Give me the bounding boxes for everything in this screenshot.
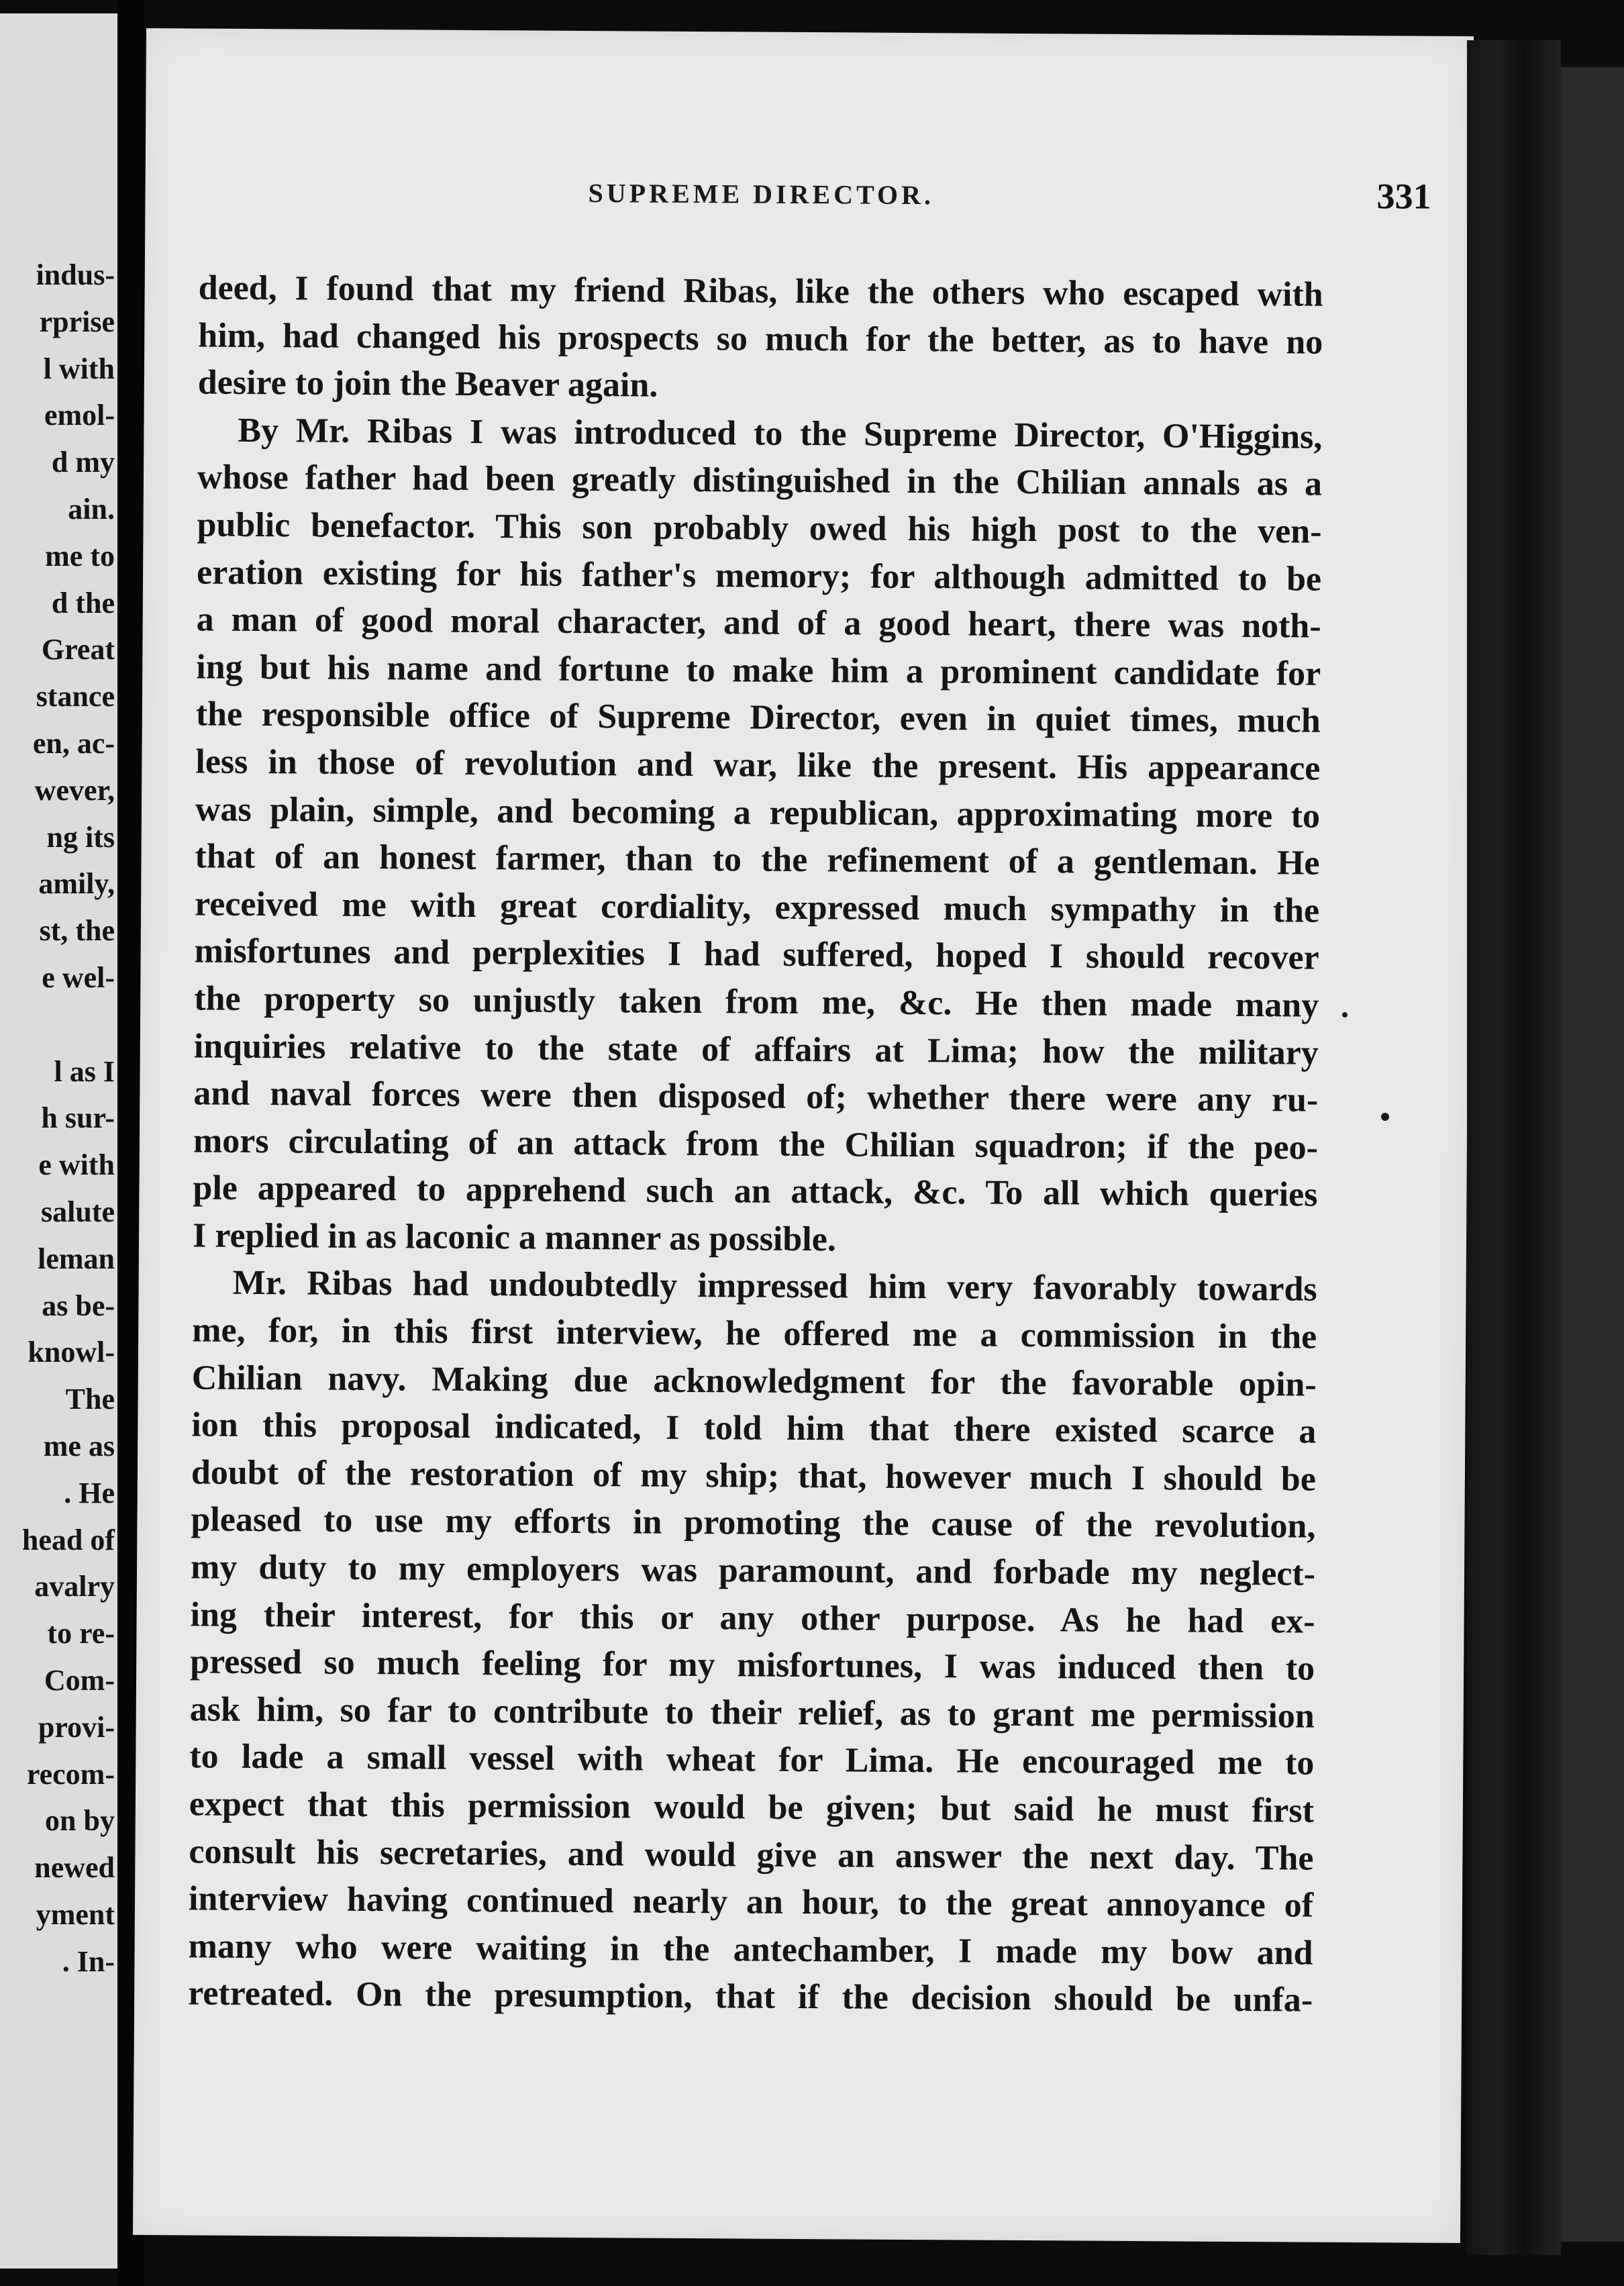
facing-page-line: . In- [62, 1944, 115, 1978]
text-line: to lade a small vessel with wheat for Lima. He encouraged me to [189, 1737, 1315, 1783]
facing-page-line: Com- [44, 1663, 115, 1697]
facing-page-line: emol- [44, 399, 115, 432]
book-page [133, 28, 1474, 2243]
facing-page-line: e wel- [42, 960, 115, 994]
text-line: Mr. Ribas had undoubtedly impressed him very favorably towards [232, 1264, 1317, 1309]
facing-page-line: e with [38, 1148, 115, 1182]
text-line: ask him, so far to contribute to their relief, as to grant me permission [189, 1690, 1315, 1736]
book-cover-edge [1561, 67, 1624, 2242]
text-line: pressed so much feeling for my misfortunes, I was induced then to [190, 1642, 1315, 1688]
facing-page-line: l as I [54, 1054, 115, 1088]
text-line: that of an honest farmer, than to the refinement of a gentleman. He [195, 837, 1320, 883]
running-head [145, 175, 1472, 236]
facing-page-line: indus- [36, 258, 115, 291]
facing-page-line: ng its [46, 820, 115, 854]
text-line: eration existing for his father's memory; for although admitted to be [196, 553, 1322, 599]
facing-page-line: ain. [68, 492, 115, 526]
text-line: a man of good moral character, and of a good heart, there was noth- [196, 600, 1321, 646]
facing-page-text [1, 252, 115, 1985]
facing-page-line: d the [51, 586, 115, 619]
facing-page-line: me as [43, 1429, 115, 1462]
scan-speck [1381, 1113, 1389, 1121]
text-line: interview having continued nearly an hour, to the great annoyance of [188, 1879, 1314, 1925]
text-line: many who were waiting in the antechamber, I made my bow and [188, 1927, 1313, 1973]
text-line: desire to join the Beaver again. [197, 363, 658, 405]
text-line: consult his secretaries, and would give an answer the next day. The [189, 1832, 1314, 1878]
facing-page-line: newed [34, 1851, 115, 1885]
text-line: retreated. On the presumption, that if the decision should be unfa- [188, 1974, 1313, 2020]
text-line: inquiries relative to the state of affairs at Lima; how the military [193, 1026, 1319, 1073]
page-edge-stack [1467, 40, 1561, 2255]
text-line: doubt of the restoration of my ship; that, however much I should be [191, 1453, 1317, 1499]
text-line: whose father had been greatly distinguished in the Chilian annals as a [197, 458, 1323, 504]
page-number: 331 [1376, 176, 1431, 217]
facing-page-line [1, 1001, 115, 1048]
facing-page-line: knowl- [28, 1336, 115, 1369]
facing-page-line: as be- [42, 1289, 115, 1322]
facing-page-line: on by [45, 1804, 115, 1838]
text-line: was plain, simple, and becoming a republican, approximating more to [195, 789, 1321, 836]
text-line: ion this proposal indicated, I told him that there existed scarce a [191, 1405, 1317, 1451]
facing-page-fragment [0, 13, 117, 2269]
facing-page-line: yment [36, 1897, 115, 1931]
facing-page-line: en, ac- [32, 726, 115, 760]
scan-speck [1342, 1012, 1348, 1017]
text-line: ple appeared to apprehend such an attack, &c. To all which queries [193, 1169, 1318, 1214]
facing-page-line: recom- [26, 1757, 115, 1791]
text-line: expect that this permission would be given; but said he must first [189, 1785, 1315, 1830]
facing-page-line: rprise [39, 305, 115, 338]
facing-page-line: stance [36, 680, 115, 713]
text-line: deed, I found that my friend Ribas, like the others who escaped with [198, 268, 1323, 314]
facing-page-line: Great [41, 633, 115, 666]
facing-page-line: wever, [34, 773, 115, 807]
facing-page-line: . He [64, 1476, 115, 1509]
text-line: By Mr. Ribas I was introduced to the Supreme Director, O'Higgins, [238, 411, 1323, 456]
text-line: my duty to my employers was paramount, and forbade my neglect- [190, 1548, 1316, 1593]
facing-page-line: l with [43, 352, 115, 385]
text-line: him, had changed his prospects so much for the better, as to have no [198, 316, 1323, 362]
text-line: mors circulating of an attack from the Chilian squadron; if the peo- [193, 1122, 1319, 1167]
text-line: ing their interest, for this or any other purpose. As he had ex- [190, 1595, 1315, 1641]
text-line: Chilian navy. Making due acknowledgment for the favorable opin- [191, 1358, 1317, 1404]
facing-page-line: to re- [47, 1617, 115, 1650]
text-line: I replied in as laconic a manner as possible. [192, 1216, 836, 1259]
body-text [188, 264, 1323, 2024]
facing-page-line: amily, [38, 867, 115, 901]
facing-page-line: The [65, 1383, 115, 1416]
facing-page-line: salute [41, 1195, 115, 1228]
text-line: the responsible office of Supreme Director, even in quiet times, much [195, 695, 1321, 741]
text-line: pleased to use my efforts in promoting the cause of the revolution, [191, 1500, 1316, 1546]
facing-page-line: head of [21, 1523, 115, 1556]
text-line: misfortunes and perplexities I had suffered, hoped I should recover [194, 932, 1319, 978]
facing-page-line: avalry [34, 1570, 115, 1603]
text-line: public benefactor. This son probably owed his high post to the ven- [197, 505, 1322, 551]
running-head-title: SUPREME DIRECTOR. [588, 178, 935, 211]
facing-page-line: h sur- [41, 1101, 115, 1135]
text-line: and naval forces were then disposed of; whether there were any ru- [193, 1074, 1319, 1120]
text-line: the property so unjustly taken from me, &c. He then made many [194, 979, 1319, 1025]
facing-page-line: st, the [39, 914, 115, 948]
facing-page-line: leman [38, 1242, 115, 1275]
facing-page-line: me to [45, 539, 115, 573]
text-line: less in those of revolution and war, like the present. His appearance [195, 742, 1321, 788]
text-line: me, for, in this first interview, he offered me a commission in the [192, 1311, 1317, 1356]
text-line: received me with great cordiality, expressed much sympathy in the [194, 885, 1320, 930]
facing-page-line: d my [51, 446, 115, 479]
text-line: ing but his name and fortune to make him a prominent candidate for [196, 648, 1321, 693]
facing-page-line: provi- [38, 1710, 115, 1744]
